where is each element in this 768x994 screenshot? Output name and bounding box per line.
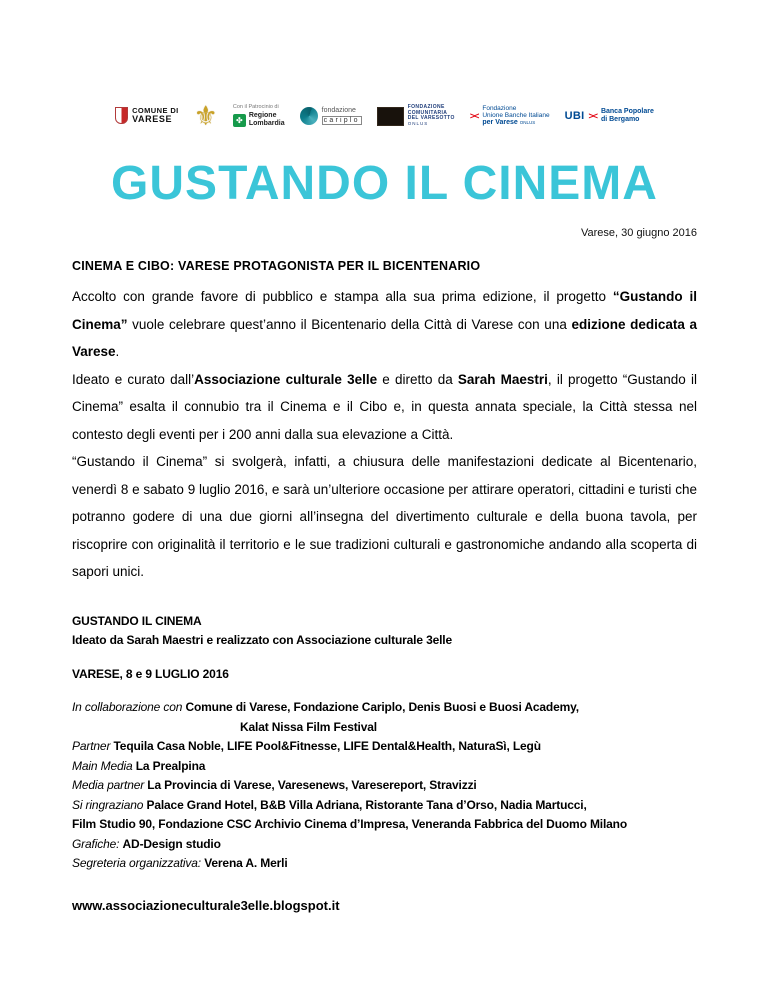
- section-heading: CINEMA E CIBO: VARESE PROTAGONISTA PER IL BICENTENARIO: [72, 259, 481, 274]
- credit-line: Partner Tequila Casa Noble, LIFE Pool&Fitnesse, LIFE Dental&Health, NaturaSì, Legù: [72, 739, 541, 754]
- credit-line: Segreteria organizzativa: Verena A. Merli: [72, 856, 288, 871]
- regione-lombardia-logo: [233, 104, 285, 127]
- paragraph: Accolto con grande favore di pubblico e stampa alla sua prima edizione, il progetto “Gustando il Cinema” vuole celebrare quest’anno il Bicentenario della Città di Varese con una edizione dedicata a Varese.: [72, 289, 698, 360]
- crest-icon: ⚜: [193, 100, 218, 131]
- credit-line: Ideato da Sarah Maestri e realizzato con Associazione culturale 3elle: [72, 633, 453, 648]
- document-title: GUSTANDO IL CINEMA: [111, 157, 658, 210]
- body-paragraphs: [72, 283, 697, 586]
- credit-line: GUSTANDO IL CINEMA: [72, 613, 202, 628]
- varesotto-line3: DEL VARESOTTO: [407, 115, 455, 122]
- credit-line: Grafiche: AD-Design studio: [72, 836, 221, 851]
- ubi-fondazione-line2: Unione Banche Italiane: [482, 112, 550, 120]
- fondazione-comunitaria-varesotto-logo: [377, 105, 455, 126]
- credit-line: Si ringraziano Palace Grand Hotel, B&B Villa Adriana, Ristorante Tana d’Orso, Nadia Martucci,: [72, 797, 587, 812]
- comune-di-varese-logo: [115, 107, 179, 125]
- cariplo-line1: fondazione: [321, 106, 356, 114]
- ubi-mark-icon: ><: [588, 111, 597, 121]
- website-url[interactable]: www.associazioneculturale3elle.blogspot.it: [72, 897, 340, 913]
- photo-thumbnail: [377, 107, 404, 126]
- credit-line: Main Media La Prealpina: [72, 758, 206, 773]
- paragraph: Ideato e curato dall’Associazione culturale 3elle e diretto da Sarah Maestri, il progetto “Gustando il Cinema” esalta il connubio tra il Cinema e il Cibo e, in questa annata speciale, la Città stessa nel contesto degli eventi per i 200 anni dalla sua elevazione a Città.: [72, 371, 697, 442]
- varesotto-line1: FONDAZIONE: [407, 104, 445, 111]
- credit-line: Media partner La Provincia di Varese, Varesenews, Varesereport, Stravizzi: [72, 778, 477, 793]
- varesotto-line2: COMUNITARIA: [407, 109, 448, 116]
- cariplo-line2: cariplo: [323, 116, 360, 124]
- credit-line: Film Studio 90, Fondazione CSC Archivio Cinema d’Impresa, Veneranda Fabbrica del Duomo Milano: [72, 817, 628, 832]
- cariplo-swirl-icon: [300, 107, 318, 125]
- crest-logo: [193, 100, 218, 131]
- shield-icon: [115, 107, 128, 124]
- fondazione-cariplo-logo: [300, 107, 362, 125]
- patrocinio-caption: Con il Patrocinio di: [232, 104, 279, 111]
- ubi-fondazione-onlus: ONLUS: [519, 120, 536, 126]
- comune-line1: COMUNE DI: [132, 105, 179, 115]
- ubi-mark-icon: ><: [469, 111, 479, 121]
- credit-line: Kalat Nissa Film Festival: [240, 719, 377, 734]
- date-line: Varese, 30 giugno 2016: [581, 227, 697, 240]
- logo-strip: [72, 92, 697, 140]
- credit-line: VARESE, 8 e 9 LUGLIO 2016: [72, 666, 229, 681]
- ubi-name: UBI: [564, 110, 585, 122]
- comune-line2: VARESE: [132, 114, 173, 125]
- fondazione-ubi-varese-logo: [470, 105, 550, 127]
- varesotto-line4: ONLUS: [407, 120, 429, 126]
- rosa-camuna-icon: ✤: [233, 114, 246, 127]
- regione-line2: Lombardia: [248, 120, 285, 127]
- ubi-banca-line3: di Bergamo: [600, 116, 640, 123]
- ubi-banca-popolare-bergamo-logo: [565, 108, 654, 123]
- credit-line: In collaborazione con Comune di Varese, Fondazione Cariplo, Denis Buosi e Buosi Academy,: [72, 700, 579, 715]
- credits-block: [72, 612, 697, 874]
- ubi-banca-line2: Banca Popolare: [600, 108, 654, 116]
- ubi-fondazione-per-varese: per Varese: [482, 119, 518, 127]
- paragraph: “Gustando il Cinema” si svolgerà, infatti, a chiusura delle manifestazioni dedicate al Bicentenario, venerdì 8 e sabato 9 luglio 2016, e sarà un’ulteriore occasione per attirare operatori, cittadini e turisti che potranno godere di una due giorni all’insegna del divertimento culturale e della buona tavola, per riscoprire con originalità il territorio e le sue tradizioni culturali e gastronomiche andando alla scoperta di sapori unici.: [72, 454, 697, 580]
- regione-line1: Regione: [248, 112, 277, 120]
- ubi-fondazione-line1: Fondazione: [482, 105, 517, 113]
- ubi-fondazione-line3: [482, 119, 549, 127]
